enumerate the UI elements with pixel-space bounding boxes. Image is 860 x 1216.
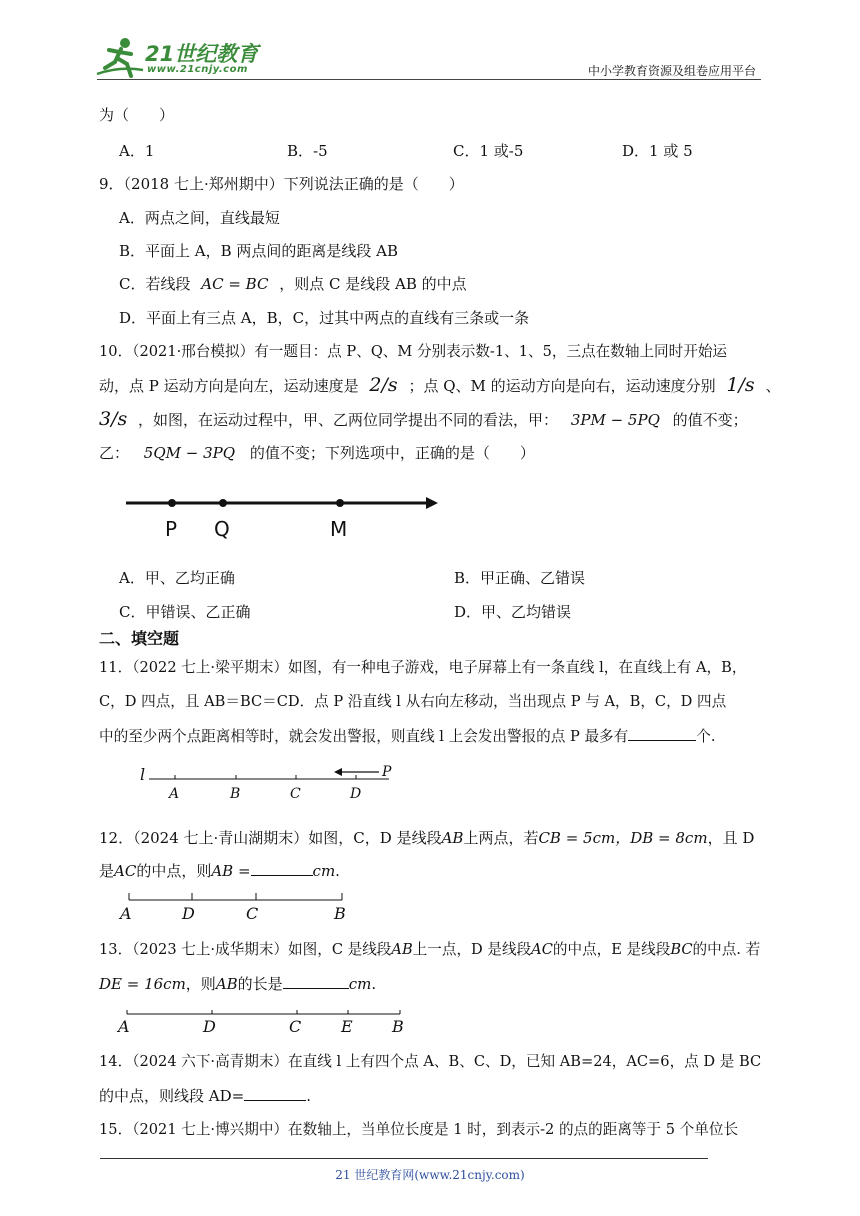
q11-line3 [99, 726, 715, 747]
q10-expr-yi: 5QM − 3PQ [143, 444, 236, 462]
q13-unit: cm [348, 975, 372, 993]
q10-line3 [99, 409, 748, 430]
q10-speed-m: 3/s [99, 408, 128, 430]
q9-option-c-pre: C．若线段 [119, 275, 191, 293]
q8-option-b[interactable]: B．-5 [287, 142, 328, 160]
q14-line1: 14．（2024 六下·高青期末）在直线 l 上有四个点 A、B、C、D，已知 AB=24，AC=6，点 D 是 BC [99, 1053, 762, 1070]
q10-option-b[interactable]: B．甲正确、乙错误 [454, 569, 586, 587]
q12-label-b: B [334, 904, 346, 923]
q12-math-ab-eq: AB = [211, 862, 251, 880]
q13-line2 [99, 974, 376, 994]
q14-line2 [99, 1086, 311, 1106]
q10-line2-mid: ；点 Q、M 的运动方向是向右，运动速度分别 [408, 377, 716, 395]
q12-line1-mid: 上两点，若 [463, 829, 539, 847]
q12-answer-blank[interactable] [251, 861, 313, 876]
q10-option-d[interactable]: D．甲、乙均错误 [454, 603, 572, 621]
q13-label-d: D [203, 1017, 216, 1036]
q9-option-c[interactable] [119, 274, 467, 294]
q15-line1: 15．（2021 七上·博兴期中）在数轴上，当单位长度是 1 时，到表示-2 的点的距离等于 5 个单位长 [99, 1121, 739, 1138]
q9-option-d[interactable]: D．平面上有三点 A，B，C，过其中两点的直线有三条或一条 [119, 309, 530, 327]
q13-line2-post: . [371, 975, 377, 993]
q10-number-line-figure [120, 488, 450, 548]
q8-tail-text: 为（ ） [99, 106, 175, 124]
q10-line2-sep: 、 [765, 377, 781, 395]
q10-line4 [99, 443, 535, 463]
q13-line1-mid2: 的中点，E 是线段 [552, 941, 671, 958]
q9-option-c-math: AC = BC [201, 275, 269, 293]
q10-line2 [99, 375, 780, 396]
q13-figure [115, 1002, 415, 1038]
logo-url: www.21cnjy.com [147, 64, 248, 75]
q10-line3-post: 的值不变； [672, 411, 748, 429]
q11-answer-blank[interactable] [628, 726, 696, 741]
q13-line1-pre: 13．（2023 七上·成华期末）如图，C 是线段 [99, 941, 392, 958]
q11-label-p: P [382, 764, 392, 780]
q13-line1 [99, 940, 760, 960]
q13-label-e: E [341, 1017, 353, 1036]
q12-math-ac: AC [114, 862, 137, 880]
q8-option-c[interactable]: C．1 或-5 [453, 142, 524, 160]
q14-line2-pre: 的中点，则线段 AD= [99, 1087, 245, 1105]
q13-label-a: A [118, 1017, 130, 1036]
q12-math-ab: AB [441, 829, 464, 847]
q13-line2-mid: ，则 [185, 975, 216, 993]
q12-line2-pre: 是 [99, 862, 115, 880]
q11-line2: C，D 四点，且 AB＝BC＝CD．点 P 沿直线 l 从右向左移动，当出现点 P 与 A，B，C，D 四点 [99, 693, 727, 710]
q11-label-l: l [140, 765, 146, 784]
q12-line2-mid: 的中点，则 [136, 862, 212, 880]
q11-label-d: D [350, 786, 362, 802]
q13-label-c: C [289, 1017, 302, 1036]
q11-label-a: A [169, 786, 180, 802]
q12-label-a: A [120, 904, 132, 923]
header-rule [97, 79, 761, 80]
q10-label-p: P [165, 517, 178, 541]
q10-point-q [219, 499, 227, 507]
q13-math-bc: BC [670, 941, 693, 958]
q13-line1-mid1: 上一点，D 是线段 [412, 941, 532, 958]
q12-line2 [99, 861, 340, 881]
q10-option-a[interactable]: A．甲、乙均正确 [119, 569, 235, 587]
q14-line2-post: . [306, 1087, 311, 1105]
q13-answer-blank[interactable] [283, 974, 349, 989]
q12-line1-post: ，且 D [707, 829, 755, 847]
q10-speed-p: 2/s [369, 374, 398, 396]
section-title-fill-in: 二、填空题 [99, 629, 180, 648]
q12-line1 [99, 828, 754, 848]
q12-unit: cm [312, 862, 336, 880]
q11-figure [135, 760, 405, 802]
q12-label-d: D [182, 904, 195, 923]
header-right-text: 中小学教育资源及组卷应用平台 [587, 64, 756, 78]
q10-label-q: Q [214, 517, 230, 541]
q9-option-b[interactable]: B．平面上 A，B 两点间的距离是线段 AB [119, 242, 399, 260]
q10-point-p [168, 499, 176, 507]
q10-expr-jia: 3PM − 5PQ [570, 411, 660, 429]
q8-option-d[interactable]: D．1 或 5 [622, 142, 693, 160]
q8-option-a[interactable]: A．1 [119, 142, 155, 160]
q11-line1: 11．（2022 七上·梁平期末）如图，有一种电子游戏，电子屏幕上有一条直线 l，在直线上有 A，B， [99, 659, 747, 676]
q10-label-m: M [330, 517, 348, 541]
q10-line4-pre: 乙： [99, 444, 130, 462]
header-logo [95, 34, 265, 82]
q12-figure [115, 886, 365, 924]
q11-label-b: B [230, 786, 241, 802]
q13-label-b: B [392, 1017, 404, 1036]
q13-math-ac: AC [531, 941, 553, 958]
q12-label-c: C [246, 904, 259, 923]
q10-line4-post: 的值不变；下列选项中，正确的是（ ） [249, 444, 535, 462]
q9-option-c-post: ，则点 C 是线段 AB 的中点 [279, 275, 467, 293]
q13-math-de: DE = 16cm [99, 975, 186, 993]
q9-stem: 9．（2018 七上·郑州期中）下列说法正确的是（ ） [99, 175, 464, 193]
q13-line1-post: 的中点. 若 [692, 941, 761, 958]
q9-option-a[interactable]: A．两点之间，直线最短 [119, 209, 280, 227]
footer-rule [100, 1158, 708, 1159]
q13-line2-mid2: 的长是 [237, 975, 283, 993]
q11-line3-pre: 中的至少两个点距离相等时，就会发出警报，则直线 l 上会发出警报的点 P 最多有 [99, 728, 629, 745]
q11-line3-post: 个. [696, 728, 716, 745]
q13-math-ab2: AB [215, 975, 238, 993]
logo-text: 21世纪教育 [145, 42, 259, 66]
q12-math-given: CB = 5cm，DB = 8cm [538, 829, 708, 847]
q12-line2-post: . [335, 862, 340, 880]
q10-line1: 10．（2021·邢台模拟）有一题目：点 P、Q、M 分别表示数-1、1、5，三点在数轴上同时开始运 [99, 343, 728, 360]
q12-line1-pre: 12．（2024 七上·青山湖期末）如图，C，D 是线段 [99, 829, 442, 847]
q10-line3-mid: ，如图，在运动过程中，甲、乙两位同学提出不同的看法，甲： [138, 411, 559, 429]
q14-answer-blank[interactable] [244, 1086, 306, 1101]
q10-option-c[interactable]: C．甲错误、乙正确 [119, 603, 251, 621]
runner-logo-icon [95, 36, 145, 80]
footer-text: 21 世纪教育网(www.21cnjy.com) [335, 1168, 525, 1182]
q10-speed-q: 1/s [726, 374, 755, 396]
q13-math-ab: AB [391, 941, 413, 958]
q10-point-m [336, 499, 344, 507]
q11-label-c: C [290, 786, 301, 802]
q10-line2-pre: 动，点 P 运动方向是向左，运动速度是 [99, 377, 359, 395]
